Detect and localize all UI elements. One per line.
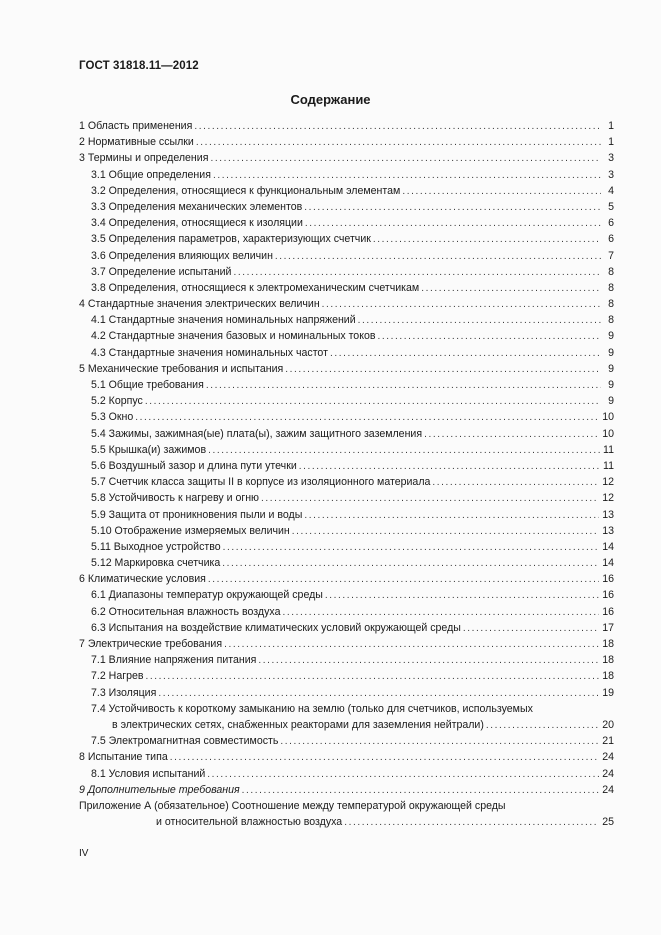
toc-page-number: 8	[608, 281, 614, 294]
toc-entry-7-4[interactable]	[79, 701, 614, 733]
toc-dot-leader	[233, 265, 601, 281]
toc-entry[interactable]	[79, 231, 614, 247]
toc-page-number: 14	[602, 557, 614, 570]
toc-page-number: 24	[602, 783, 614, 796]
table-of-contents	[79, 118, 614, 830]
toc-dot-leader	[242, 783, 600, 799]
toc-dot-leader	[258, 653, 599, 669]
toc-entry-text: 4.2 Стандартные значения базовых и номинальных токов	[91, 330, 376, 343]
toc-page-number: 6	[608, 217, 614, 230]
toc-dot-leader	[207, 767, 599, 783]
toc-entry-text: 1 Область применения	[79, 120, 193, 132]
toc-dot-leader	[292, 524, 599, 540]
page-title: Содержание	[290, 92, 371, 107]
toc-entry-text: 7 Электрические требования	[79, 638, 223, 650]
toc-entry[interactable]	[79, 523, 614, 539]
toc-entry-appendix-a[interactable]	[79, 798, 614, 830]
toc-page-number: 16	[602, 605, 614, 618]
toc-dot-leader	[223, 540, 600, 556]
toc-entry-text: 5.9 Защита от проникновения пыли и воды	[91, 508, 303, 521]
toc-page-number: 18	[602, 638, 614, 650]
toc-entry[interactable]	[79, 328, 614, 344]
toc-dot-leader	[285, 362, 601, 378]
toc-entry-text: 5.11 Выходное устройство	[91, 540, 221, 553]
toc-entry-text: 7.2 Нагрев	[91, 670, 144, 683]
toc-entry-text: 8 Испытание типа	[79, 751, 168, 764]
toc-page-number: 11	[603, 459, 614, 472]
toc-entry[interactable]	[79, 539, 614, 555]
toc-entry[interactable]	[79, 636, 614, 652]
toc-entry[interactable]	[79, 215, 614, 231]
toc-page-number: 16	[602, 589, 614, 602]
toc-page-number: 1	[608, 120, 614, 132]
toc-dot-leader	[344, 815, 599, 831]
toc-entry[interactable]	[79, 507, 614, 523]
toc-entry-text: Приложение А (обязательное) Соотношение между температурой окружающей среды	[79, 799, 506, 812]
toc-page-number: 24	[602, 751, 614, 764]
toc-entry[interactable]	[79, 248, 614, 264]
toc-entry-text: 5.12 Маркировка счетчика	[91, 557, 221, 570]
toc-dot-leader	[222, 556, 599, 572]
toc-dot-leader	[158, 686, 599, 702]
toc-page-number: 3	[608, 152, 614, 165]
toc-entry[interactable]	[79, 167, 614, 183]
toc-entry[interactable]	[79, 393, 614, 409]
toc-entry-text: 6.2 Относительная влажность воздуха	[91, 605, 281, 618]
toc-entry[interactable]	[79, 555, 614, 571]
toc-page-number: 18	[602, 654, 614, 667]
toc-entry[interactable]	[79, 442, 614, 458]
toc-page-number: 25	[602, 816, 614, 829]
toc-dot-leader	[224, 637, 599, 653]
toc-entry[interactable]	[79, 733, 614, 749]
toc-dot-leader	[146, 669, 600, 685]
toc-entry-text: 7.1 Влияние напряжения питания	[91, 654, 257, 667]
toc-dot-leader	[463, 621, 599, 637]
toc-entry-text: 4.3 Стандартные значения номинальных частот	[91, 346, 328, 359]
toc-entry[interactable]	[79, 150, 614, 166]
toc-entry[interactable]	[79, 280, 614, 296]
toc-entry[interactable]	[79, 409, 614, 425]
toc-entry[interactable]	[79, 296, 614, 312]
toc-entry[interactable]	[79, 685, 614, 701]
toc-page-number: 6	[608, 233, 614, 246]
toc-page-number: 16	[602, 573, 614, 586]
toc-entry-text: 7.5 Электромагнитная совместимость	[91, 735, 279, 748]
toc-dot-leader	[304, 200, 601, 216]
toc-dot-leader	[304, 508, 599, 524]
toc-page-number: 14	[602, 540, 614, 553]
toc-page-number: 5	[608, 200, 614, 213]
toc-page-number: 10	[602, 411, 614, 424]
toc-entry[interactable]	[79, 118, 614, 134]
toc-entry-text: 3.5 Определения параметров, характеризующих счетчик	[91, 233, 371, 246]
toc-page-number: 12	[602, 492, 614, 505]
toc-entry[interactable]	[79, 458, 614, 474]
toc-page-number: 9	[608, 395, 614, 408]
toc-entry[interactable]	[79, 587, 614, 603]
toc-page-number: 17	[602, 621, 614, 634]
toc-entry[interactable]	[79, 749, 614, 765]
toc-page-number: 1	[608, 136, 614, 149]
toc-dot-leader	[206, 378, 601, 394]
toc-entry-text: 5.10 Отображение измеряемых величин	[91, 524, 290, 537]
toc-entry[interactable]	[79, 345, 614, 361]
toc-page-number: 7	[608, 249, 614, 262]
toc-dot-leader	[208, 572, 599, 588]
toc-entry-text: 6.1 Диапазоны температур окружающей среды	[91, 589, 323, 602]
toc-page-number: 11	[603, 443, 614, 456]
toc-dot-leader	[322, 297, 601, 313]
toc-page-number: 21	[602, 735, 614, 748]
toc-dot-leader	[305, 216, 601, 232]
toc-entry-text: 5.2 Корпус	[91, 395, 143, 408]
toc-entry-text: 6.3 Испытания на воздействие климатических условий окружающей среды	[91, 621, 461, 634]
toc-dot-leader	[377, 329, 601, 345]
toc-entry[interactable]	[79, 264, 614, 280]
toc-page-number: 8	[608, 314, 614, 327]
toc-dot-leader	[432, 475, 599, 491]
toc-page-number: 19	[602, 686, 614, 699]
toc-entry[interactable]	[79, 490, 614, 506]
toc-page-number: 13	[602, 508, 614, 521]
toc-dot-leader	[486, 718, 599, 734]
toc-dot-leader	[170, 750, 599, 766]
toc-dot-leader	[135, 410, 599, 426]
toc-after-list	[79, 733, 614, 798]
toc-entry[interactable]	[79, 571, 614, 587]
toc-dot-leader	[208, 443, 600, 459]
toc-page-number: 9	[608, 362, 614, 375]
toc-dot-leader	[196, 135, 601, 151]
toc-entry-text: 7.4 Устойчивость к короткому замыканию на землю (только для счетчиков, используемых	[91, 702, 533, 715]
toc-page-number: 9	[608, 330, 614, 343]
toc-dot-leader	[275, 249, 601, 265]
toc-entry-text: 5.3 Окно	[91, 411, 134, 424]
toc-entry[interactable]	[79, 766, 614, 782]
document-header: ГОСТ 31818.11—2012	[79, 60, 199, 72]
toc-entry[interactable]	[79, 426, 614, 442]
toc-main-list	[79, 118, 614, 701]
toc-dot-leader	[373, 232, 601, 248]
toc-entry-text: 4.1 Стандартные значения номинальных напряжений	[91, 314, 356, 327]
toc-entry-text: 9 Дополнительные требования	[79, 783, 240, 796]
toc-dot-leader	[421, 281, 601, 297]
toc-entry-text: 3.8 Определения, относящиеся к электромеханическим счетчикам	[91, 281, 420, 294]
toc-entry[interactable]	[79, 668, 614, 684]
toc-dot-leader	[145, 394, 601, 410]
toc-entry-text: 3 Термины и определения	[79, 152, 209, 165]
toc-entry-text: 3.1 Общие определения	[91, 168, 211, 181]
page-number-footer: IV	[79, 848, 89, 859]
toc-entry[interactable]	[79, 604, 614, 620]
toc-entry-text: 5.5 Крышка(и) зажимов	[91, 443, 207, 456]
toc-entry-text: 4 Стандартные значения электрических величин	[79, 298, 320, 311]
toc-entry[interactable]	[79, 134, 614, 150]
toc-entry-text: 6 Климатические условия	[79, 573, 206, 586]
toc-page-number: 12	[602, 476, 614, 489]
toc-entry-text: и относительной влажностью воздуха	[156, 816, 343, 829]
toc-page-number: 9	[608, 379, 614, 391]
toc-entry-text: в электрических сетях, снабженных реакторами для заземления нейтрали)	[112, 718, 484, 731]
toc-entry[interactable]	[79, 782, 614, 798]
toc-dot-leader	[280, 734, 599, 750]
toc-entry-text: 3.6 Определения влияющих величин	[91, 249, 273, 262]
toc-dot-leader	[358, 313, 601, 329]
toc-page-number: 24	[602, 767, 614, 780]
toc-entry-text: 5 Механические требования и испытания	[79, 362, 284, 375]
toc-page-number: 8	[608, 298, 614, 311]
toc-page-number: 20	[602, 718, 614, 731]
toc-entry[interactable]	[79, 199, 614, 215]
toc-dot-leader	[424, 427, 599, 443]
toc-dot-leader	[325, 588, 599, 604]
toc-dot-leader	[282, 605, 599, 621]
toc-entry[interactable]	[79, 312, 614, 328]
toc-page-number: 13	[602, 524, 614, 537]
toc-entry[interactable]	[79, 183, 614, 199]
toc-entry-text: 7.3 Изоляция	[91, 686, 157, 699]
toc-dot-leader	[299, 459, 600, 475]
toc-entry-text: 3.4 Определения, относящиеся к изоляции	[91, 217, 303, 230]
toc-dot-leader	[213, 168, 601, 184]
toc-entry-text: 5.8 Устойчивость к нагреву и огню	[91, 492, 259, 505]
toc-entry[interactable]	[79, 474, 614, 490]
toc-entry-text: 5.4 Зажимы, зажимная(ые) плата(ы), зажим защитного заземления	[91, 427, 423, 440]
toc-dot-leader	[194, 119, 601, 135]
toc-dot-leader	[261, 491, 599, 507]
toc-entry-text: 5.6 Воздушный зазор и длина пути утечки	[91, 459, 297, 472]
toc-page-number: 10	[602, 427, 614, 440]
toc-entry-text: 8.1 Условия испытаний	[91, 767, 206, 780]
toc-page-number: 4	[608, 184, 614, 197]
toc-entry-text: 3.7 Определение испытаний	[91, 265, 232, 278]
toc-page-number: 18	[602, 670, 614, 683]
toc-entry-text: 3.3 Определения механических элементов	[91, 200, 303, 213]
toc-entry-text: 5.1 Общие требования	[91, 379, 204, 391]
toc-entry[interactable]	[79, 377, 614, 393]
toc-page-number: 3	[608, 168, 614, 181]
toc-dot-leader	[210, 151, 601, 167]
toc-page-number: 9	[608, 346, 614, 359]
toc-entry-text: 3.2 Определения, относящиеся к функциональным элементам	[91, 184, 401, 197]
toc-page-number: 8	[608, 265, 614, 278]
toc-entry[interactable]	[79, 361, 614, 377]
toc-entry-text: 5.7 Счетчик класса защиты II в корпусе из изоляционного материала	[91, 476, 431, 489]
toc-dot-leader	[330, 346, 601, 362]
toc-entry[interactable]	[79, 620, 614, 636]
toc-entry-text: 2 Нормативные ссылки	[79, 136, 194, 149]
toc-entry[interactable]	[79, 652, 614, 668]
toc-dot-leader	[402, 184, 601, 200]
